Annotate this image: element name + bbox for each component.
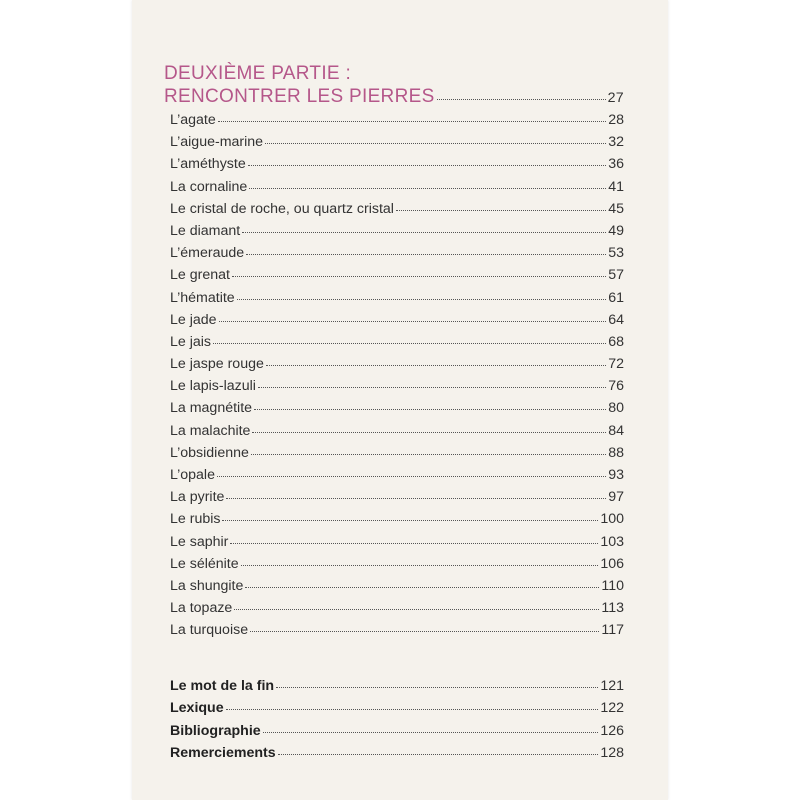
toc-entry-page-number: 49 (608, 222, 624, 239)
part-heading (164, 62, 624, 108)
dot-leader (250, 630, 599, 632)
dot-leader (276, 686, 598, 688)
dot-leader (234, 608, 599, 610)
toc-end-entry[interactable] (170, 675, 624, 698)
toc-entry-page-number: 110 (601, 577, 624, 594)
toc-end-entry-title: Remerciements (170, 745, 276, 761)
toc-entry[interactable] (170, 153, 624, 175)
dot-leader (246, 253, 606, 255)
toc-entry-title: Le jaspe rouge (170, 356, 264, 373)
toc-entry-title: La topaze (170, 600, 233, 617)
toc-entry-title: L’améthyste (170, 156, 246, 173)
toc-entry-page-number: 36 (608, 156, 624, 173)
toc-entry-page-number: 100 (600, 511, 624, 528)
toc-entry-title: L’émeraude (170, 245, 245, 262)
toc-entry[interactable] (170, 420, 624, 442)
toc-end-entry-title: Bibliographie (170, 722, 261, 739)
toc-entry[interactable] (170, 575, 624, 597)
dot-leader (242, 231, 606, 233)
toc-entry-title: Le grenat (170, 267, 230, 284)
toc-entry[interactable] (170, 176, 624, 198)
toc-entry-title: Le lapis-lazuli (170, 378, 256, 395)
toc-entry-page-number: 80 (608, 400, 624, 417)
dot-leader (218, 120, 606, 122)
toc-entry-title: La cornaline (170, 178, 248, 195)
toc-entry-title: La turquoise (170, 622, 249, 639)
toc-entry[interactable] (170, 375, 624, 397)
dot-leader (396, 209, 606, 211)
table-of-contents (164, 62, 624, 765)
toc-entry-title: L’agate (170, 112, 216, 128)
toc-entry-title: La pyrite (170, 489, 225, 506)
dot-leader (245, 586, 599, 588)
toc-entry-title: Le saphir (170, 533, 229, 550)
toc-entry[interactable] (170, 287, 624, 309)
toc-end-entry-title: Le mot de la fin (170, 677, 275, 694)
toc-end-entry-page-number: 126 (600, 722, 624, 739)
dot-leader (230, 542, 598, 544)
toc-entry[interactable] (170, 619, 624, 641)
dot-leader (219, 320, 607, 322)
dot-leader (251, 453, 606, 455)
dot-leader (237, 298, 607, 300)
toc-entry-page-number: 113 (601, 600, 624, 617)
dot-leader (263, 731, 599, 733)
toc-entry-page-number: 93 (608, 467, 624, 483)
toc-entry[interactable] (170, 531, 624, 553)
dot-leader (265, 142, 606, 144)
toc-entry-title: Le rubis (170, 511, 221, 528)
toc-entry[interactable] (170, 508, 624, 530)
toc-entry-title: Le jade (170, 311, 217, 328)
dot-leader (226, 708, 599, 710)
toc-entry[interactable] (170, 597, 624, 619)
toc-entry-title: La malachite (170, 422, 251, 439)
toc-entry-title: Le jais (170, 333, 212, 350)
toc-end-entry[interactable] (170, 742, 624, 765)
dot-leader (241, 564, 599, 566)
toc-entry-title: Le cristal de roche, ou quartz cristal (170, 200, 394, 217)
toc-entry[interactable] (170, 464, 624, 486)
toc-entry-page-number: 117 (601, 622, 624, 639)
toc-end-entry-page-number: 122 (600, 700, 624, 716)
back-matter-list (164, 675, 624, 765)
dot-leader (437, 98, 606, 100)
part-heading-line-1: DEUXIÈME PARTIE : (164, 63, 352, 84)
toc-entry[interactable] (170, 331, 624, 353)
dot-leader (232, 275, 606, 277)
toc-entry-page-number: 72 (608, 356, 624, 373)
toc-entry-title: Le diamant (170, 222, 241, 239)
toc-entry[interactable] (170, 486, 624, 508)
toc-entry-page-number: 61 (608, 289, 624, 306)
toc-entry-title: L’aigue-marine (170, 134, 264, 151)
toc-end-entry[interactable] (170, 697, 624, 720)
dot-leader (213, 342, 606, 344)
toc-entry-title: L’hématite (170, 289, 235, 306)
dot-leader (217, 475, 606, 477)
part-heading-line-2: RENCONTRER LES PIERRES (164, 86, 435, 107)
toc-entry-page-number: 28 (608, 112, 624, 128)
toc-entry-page-number: 97 (608, 489, 624, 506)
toc-entry[interactable] (170, 109, 624, 131)
toc-entry[interactable] (170, 397, 624, 419)
toc-end-entry-page-number: 128 (600, 745, 624, 761)
toc-end-entry[interactable] (170, 720, 624, 743)
toc-entry-title: Le sélénite (170, 555, 239, 572)
dot-leader (226, 497, 606, 499)
toc-entry-page-number: 57 (608, 267, 624, 284)
toc-entry-page-number: 88 (608, 444, 624, 461)
toc-entry[interactable] (170, 131, 624, 153)
dot-leader (248, 164, 607, 166)
part-page-number: 27 (607, 90, 624, 106)
dot-leader (222, 519, 598, 521)
toc-entry-page-number: 41 (608, 178, 624, 195)
toc-entry[interactable] (170, 242, 624, 264)
dot-leader (278, 753, 599, 755)
toc-entry-page-number: 106 (600, 555, 624, 572)
part-heading-line-2-row[interactable] (164, 85, 624, 108)
toc-entry[interactable] (170, 264, 624, 286)
toc-entry-title: L’opale (170, 467, 215, 483)
toc-entry[interactable] (170, 220, 624, 242)
toc-entry-title: L’obsidienne (170, 444, 249, 461)
toc-entry[interactable] (170, 553, 624, 575)
toc-entry-page-number: 64 (608, 311, 624, 328)
toc-entry-page-number: 103 (600, 533, 624, 550)
toc-entry-title: La magnétite (170, 400, 253, 417)
toc-end-entry-title: Lexique (170, 700, 224, 716)
toc-entry-page-number: 68 (608, 333, 624, 350)
toc-entry-page-number: 32 (608, 134, 624, 151)
toc-entry[interactable] (170, 198, 624, 220)
toc-end-entry-page-number: 121 (600, 677, 624, 694)
dot-leader (249, 187, 606, 189)
dot-leader (266, 364, 606, 366)
toc-entry-page-number: 84 (608, 422, 624, 439)
dot-leader (252, 431, 606, 433)
toc-entry-page-number: 76 (608, 378, 624, 395)
toc-entry[interactable] (170, 309, 624, 331)
toc-entry-page-number: 45 (608, 200, 624, 217)
toc-entry-title: La shungite (170, 577, 244, 594)
toc-entry[interactable] (170, 353, 624, 375)
toc-entry[interactable] (170, 442, 624, 464)
toc-entry-page-number: 53 (608, 245, 624, 262)
dot-leader (258, 386, 606, 388)
chapter-list (164, 109, 624, 642)
dot-leader (254, 408, 606, 410)
